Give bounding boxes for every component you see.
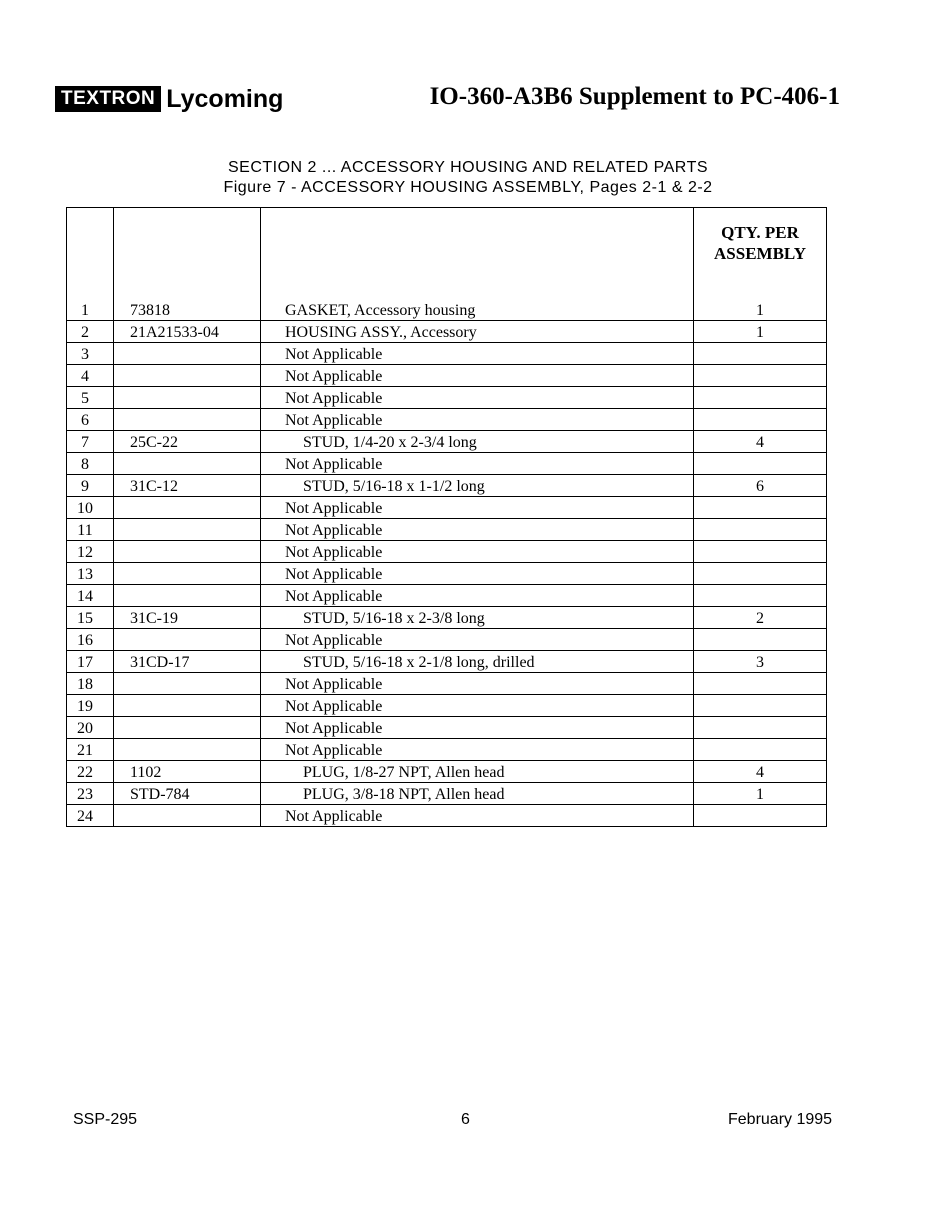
table-row xyxy=(67,629,827,651)
item-number: 1 xyxy=(67,299,114,321)
description: Not Applicable xyxy=(261,563,694,585)
description: STUD, 5/16-18 x 2-3/8 long xyxy=(261,607,694,629)
item-number: 7 xyxy=(67,431,114,453)
table-row xyxy=(67,585,827,607)
item-number: 19 xyxy=(67,695,114,717)
description: STUD, 1/4-20 x 2-3/4 long xyxy=(261,431,694,453)
table-row xyxy=(67,475,827,497)
part-number: 73818 xyxy=(114,299,261,321)
quantity: 3 xyxy=(694,651,827,673)
table-row xyxy=(67,805,827,827)
table-row xyxy=(67,431,827,453)
table-row xyxy=(67,409,827,431)
table-row xyxy=(67,695,827,717)
description: STUD, 5/16-18 x 1-1/2 long xyxy=(261,475,694,497)
table-header-row xyxy=(67,208,827,300)
quantity xyxy=(694,453,827,475)
parts-table-body xyxy=(67,208,827,827)
table-row xyxy=(67,453,827,475)
part-number xyxy=(114,519,261,541)
quantity xyxy=(694,673,827,695)
part-number xyxy=(114,695,261,717)
description: Not Applicable xyxy=(261,365,694,387)
part-number xyxy=(114,453,261,475)
quantity: 1 xyxy=(694,783,827,805)
description: Not Applicable xyxy=(261,695,694,717)
part-number xyxy=(114,387,261,409)
item-number: 9 xyxy=(67,475,114,497)
item-number: 18 xyxy=(67,673,114,695)
quantity xyxy=(694,541,827,563)
part-number xyxy=(114,365,261,387)
item-number: 17 xyxy=(67,651,114,673)
quantity: 1 xyxy=(694,321,827,343)
quantity xyxy=(694,563,827,585)
section-heading: SECTION 2 ... ACCESSORY HOUSING AND RELATED PARTS xyxy=(227,159,709,176)
description: PLUG, 3/8-18 NPT, Allen head xyxy=(261,783,694,805)
description: Not Applicable xyxy=(261,673,694,695)
table-row xyxy=(67,519,827,541)
quantity xyxy=(694,805,827,827)
description: Not Applicable xyxy=(261,805,694,827)
item-number: 4 xyxy=(67,365,114,387)
part-number xyxy=(114,409,261,431)
item-number: 5 xyxy=(67,387,114,409)
part-number: 31C-19 xyxy=(114,607,261,629)
quantity xyxy=(694,365,827,387)
parts-table xyxy=(66,207,827,827)
part-number: 31CD-17 xyxy=(114,651,261,673)
textron-lycoming-logo xyxy=(55,86,283,112)
table-row xyxy=(67,673,827,695)
part-number xyxy=(114,739,261,761)
part-number xyxy=(114,585,261,607)
table-row xyxy=(67,607,827,629)
description: HOUSING ASSY., Accessory xyxy=(261,321,694,343)
header-index xyxy=(67,208,114,300)
header-qty: QTY. PER ASSEMBLY xyxy=(694,208,827,300)
description: Not Applicable xyxy=(261,585,694,607)
description: STUD, 5/16-18 x 2-1/8 long, drilled xyxy=(261,651,694,673)
description: Not Applicable xyxy=(261,453,694,475)
item-number: 12 xyxy=(67,541,114,563)
part-number xyxy=(114,717,261,739)
header-part-number xyxy=(114,208,261,300)
part-number xyxy=(114,343,261,365)
quantity: 2 xyxy=(694,607,827,629)
table-row xyxy=(67,541,827,563)
part-number xyxy=(114,629,261,651)
quantity xyxy=(694,497,827,519)
item-number: 21 xyxy=(67,739,114,761)
table-row xyxy=(67,497,827,519)
description: GASKET, Accessory housing xyxy=(261,299,694,321)
item-number: 15 xyxy=(67,607,114,629)
item-number: 11 xyxy=(67,519,114,541)
description: Not Applicable xyxy=(261,343,694,365)
quantity xyxy=(694,695,827,717)
item-number: 14 xyxy=(67,585,114,607)
item-number: 10 xyxy=(67,497,114,519)
description: Not Applicable xyxy=(261,629,694,651)
item-number: 23 xyxy=(67,783,114,805)
part-number: 21A21533-04 xyxy=(114,321,261,343)
footer-doc-number: SSP-295 xyxy=(73,1111,138,1128)
item-number: 22 xyxy=(67,761,114,783)
quantity: 4 xyxy=(694,761,827,783)
quantity xyxy=(694,519,827,541)
part-number: 1102 xyxy=(114,761,261,783)
quantity xyxy=(694,387,827,409)
part-number xyxy=(114,541,261,563)
logo-textron: TEXTRON xyxy=(55,86,161,112)
table-row xyxy=(67,387,827,409)
footer-page-number: 6 xyxy=(461,1111,470,1128)
description: Not Applicable xyxy=(261,387,694,409)
quantity xyxy=(694,343,827,365)
item-number: 24 xyxy=(67,805,114,827)
table-row xyxy=(67,739,827,761)
item-number: 20 xyxy=(67,717,114,739)
part-number xyxy=(114,673,261,695)
part-number xyxy=(114,497,261,519)
table-row xyxy=(67,299,827,321)
quantity xyxy=(694,629,827,651)
quantity xyxy=(694,717,827,739)
description: PLUG, 1/8-27 NPT, Allen head xyxy=(261,761,694,783)
quantity: 6 xyxy=(694,475,827,497)
description: Not Applicable xyxy=(261,717,694,739)
table-row xyxy=(67,783,827,805)
item-number: 6 xyxy=(67,409,114,431)
footer-date: February 1995 xyxy=(728,1111,833,1128)
part-number: 25C-22 xyxy=(114,431,261,453)
table-row xyxy=(67,651,827,673)
header-description xyxy=(261,208,694,300)
description: Not Applicable xyxy=(261,519,694,541)
table-row xyxy=(67,321,827,343)
table-row xyxy=(67,761,827,783)
item-number: 13 xyxy=(67,563,114,585)
table-row xyxy=(67,563,827,585)
description: Not Applicable xyxy=(261,497,694,519)
description: Not Applicable xyxy=(261,409,694,431)
description: Not Applicable xyxy=(261,739,694,761)
logo-lycoming: Lycoming xyxy=(166,85,284,113)
quantity xyxy=(694,585,827,607)
part-number xyxy=(114,805,261,827)
quantity: 4 xyxy=(694,431,827,453)
quantity xyxy=(694,739,827,761)
table-row xyxy=(67,717,827,739)
description: Not Applicable xyxy=(261,541,694,563)
part-number xyxy=(114,563,261,585)
figure-heading: Figure 7 - ACCESSORY HOUSING ASSEMBLY, Pages 2-1 & 2-2 xyxy=(223,179,713,196)
quantity xyxy=(694,409,827,431)
item-number: 2 xyxy=(67,321,114,343)
quantity: 1 xyxy=(694,299,827,321)
item-number: 16 xyxy=(67,629,114,651)
item-number: 3 xyxy=(67,343,114,365)
table-row xyxy=(67,343,827,365)
part-number: 31C-12 xyxy=(114,475,261,497)
item-number: 8 xyxy=(67,453,114,475)
table-row xyxy=(67,365,827,387)
part-number: STD-784 xyxy=(114,783,261,805)
document-title: IO-360-A3B6 Supplement to PC-406-1 xyxy=(429,83,840,110)
